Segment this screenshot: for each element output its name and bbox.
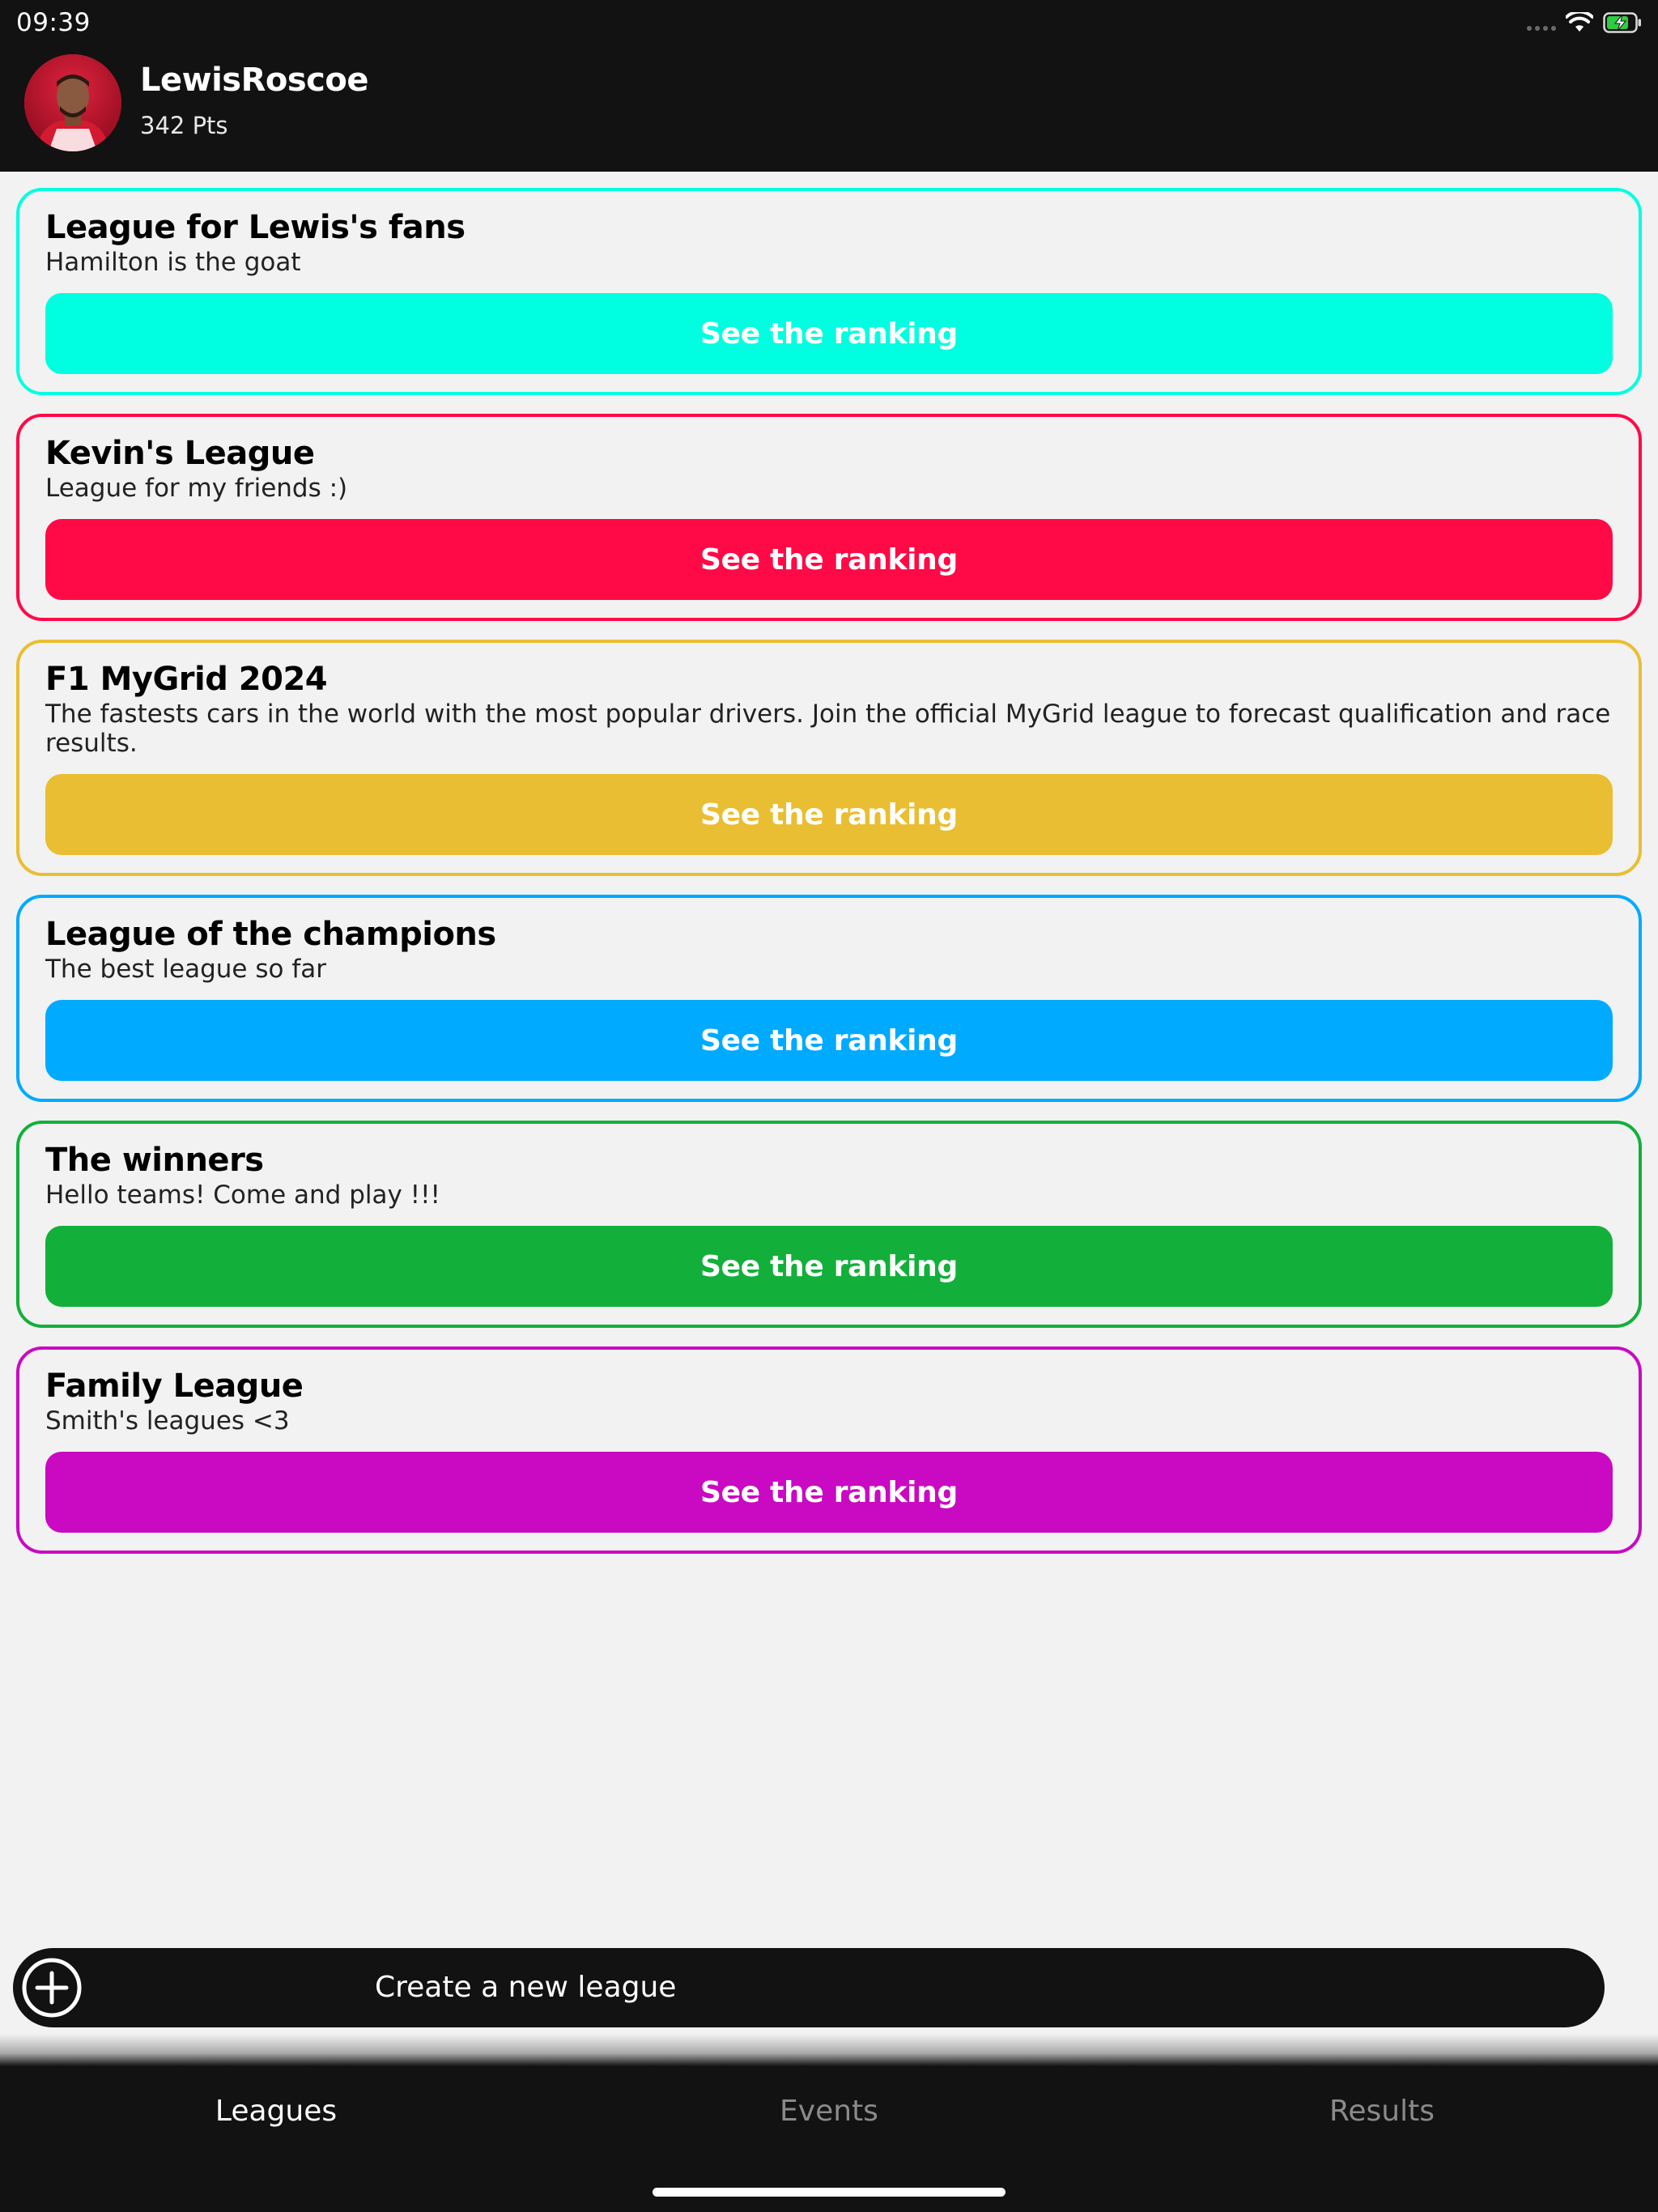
battery-charging-icon <box>1603 12 1642 33</box>
league-title: League for Lewis's fans <box>45 209 466 246</box>
user-points: 342 Pts <box>140 112 228 139</box>
league-card <box>16 414 1642 621</box>
home-indicator[interactable] <box>653 2188 1005 2197</box>
tab-events[interactable]: Events <box>780 2094 878 2128</box>
league-description: The best league so far <box>45 955 326 984</box>
see-ranking-button[interactable]: See the ranking <box>45 1452 1613 1533</box>
plus-circle-icon <box>19 1955 84 2020</box>
see-ranking-button[interactable]: See the ranking <box>45 774 1613 855</box>
cellular-signal-icon <box>1527 15 1556 31</box>
league-title: League of the champions <box>45 916 496 953</box>
league-title: Family League <box>45 1368 304 1405</box>
league-description: Hello teams! Come and play !!! <box>45 1180 440 1210</box>
tab-leagues[interactable]: Leagues <box>215 2094 338 2128</box>
league-card <box>16 640 1642 876</box>
league-list <box>16 188 1642 1572</box>
tab-bar <box>0 2066 1658 2212</box>
league-description: The fastests cars in the world with the most popular drivers. Join the official MyGrid league to forecast qualification and race results. <box>45 700 1611 758</box>
league-description: Hamilton is the goat <box>45 248 301 277</box>
see-ranking-button[interactable]: See the ranking <box>45 1226 1613 1307</box>
driver-portrait-icon <box>24 54 121 151</box>
league-card <box>16 1346 1642 1554</box>
status-icons <box>1527 11 1642 34</box>
see-ranking-button[interactable]: See the ranking <box>45 1000 1613 1081</box>
username: LewisRoscoe <box>140 62 368 99</box>
create-league-button[interactable] <box>13 1948 1605 2027</box>
avatar[interactable] <box>24 54 121 151</box>
tab-results[interactable]: Results <box>1329 2094 1435 2128</box>
league-title: F1 MyGrid 2024 <box>45 661 328 698</box>
status-time: 09:39 <box>16 8 91 37</box>
league-card <box>16 895 1642 1102</box>
league-title: Kevin's League <box>45 435 315 472</box>
league-title: The winners <box>45 1142 264 1179</box>
create-league-label: Create a new league <box>375 1971 677 2004</box>
app-header <box>0 0 1658 172</box>
wifi-icon <box>1566 12 1593 33</box>
league-card <box>16 188 1642 395</box>
league-description: League for my friends :) <box>45 474 348 503</box>
see-ranking-button[interactable]: See the ranking <box>45 293 1613 374</box>
see-ranking-button[interactable]: See the ranking <box>45 519 1613 600</box>
league-description: Smith's leagues <3 <box>45 1406 290 1436</box>
league-card <box>16 1121 1642 1328</box>
tab-bar-shadow <box>0 2034 1658 2066</box>
